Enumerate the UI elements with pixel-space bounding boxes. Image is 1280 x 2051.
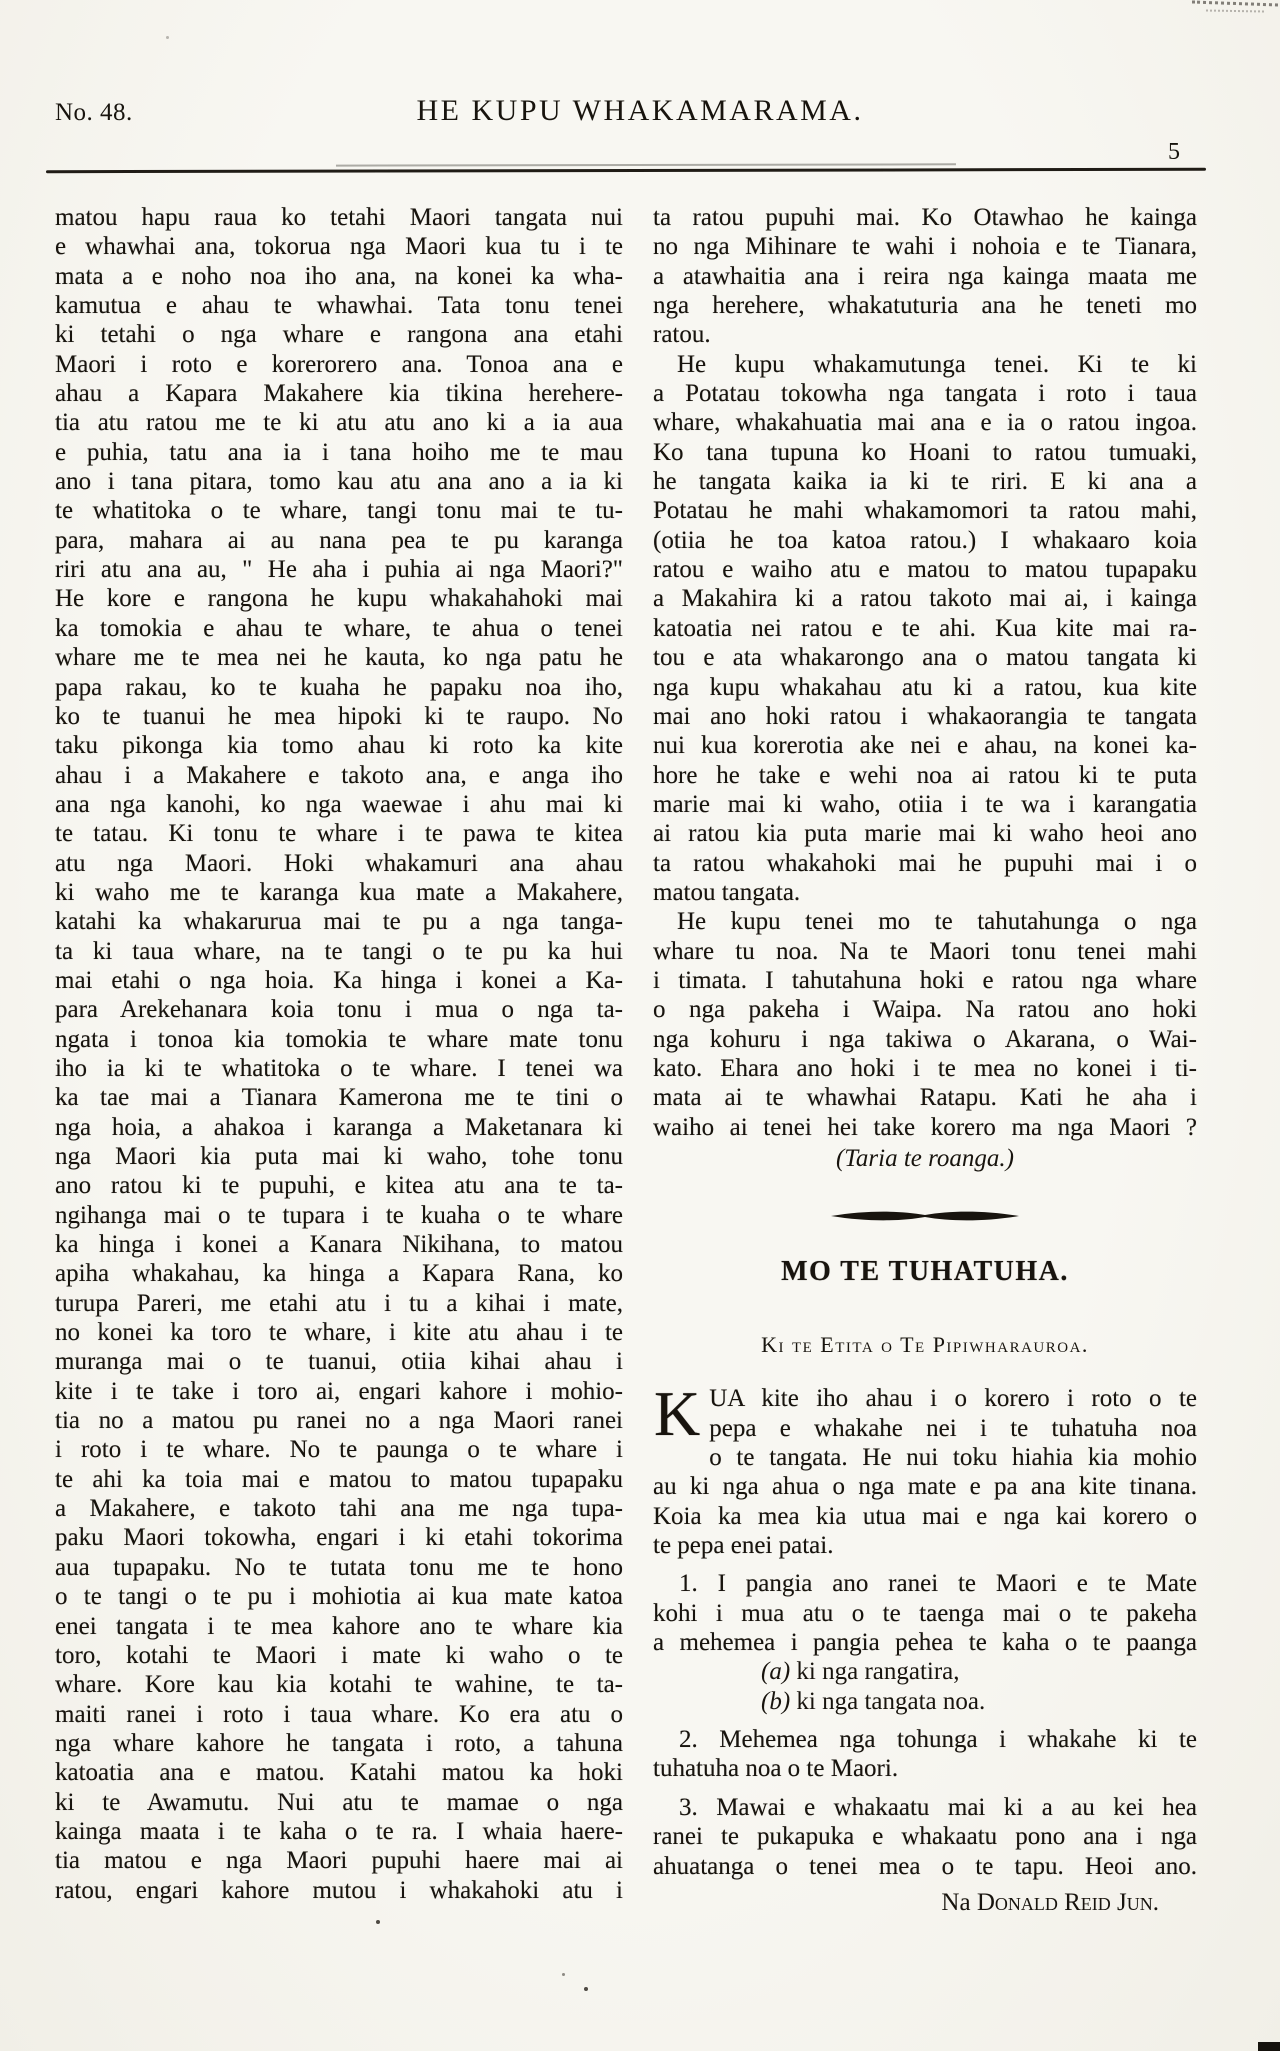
scan-smudge-top-right-2: [1206, 9, 1264, 12]
text-line: maiti ranei i roto i taua whare. Ko era atu o: [55, 1700, 623, 1728]
text-line: katoatia nei ratou e te ahi. Kua kite mai ra-: [653, 614, 1197, 642]
letter-salutation: Ki te Etita o Te Pipiwharauroa.: [761, 1332, 1089, 1358]
text-line: a Makahere, e takoto tahi ana me nga tupa-: [55, 1495, 623, 1523]
question-item: [653, 1725, 1197, 1784]
text-line: ki tetahi o nga whare e rangona ana etahi: [55, 321, 623, 349]
text-line: a Potatau tokowha nga tangata i roto i taua: [653, 380, 1197, 408]
text-line: e whawhai ana, tokorua nga Maori kua tu i te: [55, 233, 623, 261]
text-line: o te tangi o te pu i mohiotia ai kua mate katoa: [55, 1583, 623, 1611]
text-line: He kupu tenei mo te tahutahunga o nga: [677, 908, 1197, 936]
scan-speck: [376, 1920, 380, 1924]
paragraph: [653, 203, 1197, 350]
text-line: i roto i te whare. No te paunga o te whare i: [55, 1436, 623, 1464]
text-line: te pepa enei patai.: [653, 1532, 834, 1560]
text-line: o te tangata. He nui toku hiahia kia mohio: [709, 1444, 1197, 1472]
text-line: a Makahira ki a ratou takoto mai ai, i kainga: [653, 585, 1197, 613]
text-line: nga kupu whakahau atu ki a ratou, kua kite: [653, 673, 1197, 701]
text-line: hore he take e wehi noa ai ratou ki te puta: [653, 761, 1197, 789]
text-line: i timata. I tahutahuna hoki e ratou nga whare: [653, 966, 1197, 994]
text-line: tia no a matou pu ranei no a nga Maori ranei: [55, 1407, 623, 1435]
text-line: matou hapu raua ko tetahi Maori tangata nui: [55, 204, 623, 231]
text-line: whare me te mea nei he kauta, ko nga patu he: [55, 644, 623, 672]
text-line: ta ratou pupuhi mai. Ko Otawhao he kainga: [653, 204, 1197, 231]
text-line: toro, kotahi te Maori i mate ki waho o te: [55, 1641, 623, 1669]
section-heading: MO TE TUHATUHA.: [781, 1256, 1069, 1288]
text-line: no nga Mihinare te wahi i nohoia e te Tianara,: [653, 233, 1197, 261]
text-line: enei tangata i te mea kahore ano te whare kia: [55, 1612, 623, 1640]
text-line: te tatau. Ki tonu te whare i te pawa te kitea: [55, 820, 623, 848]
text-line: te ahi ka toia mai e matou to matou tupapaku: [55, 1465, 623, 1493]
sub-item-label: (b): [761, 1687, 791, 1715]
signature-prefix: Na: [941, 1888, 971, 1916]
text-line: katoatia ana e matou. Katahi matou ka hoki: [55, 1759, 623, 1787]
text-line: ngata i tonoa kia tomokia te whare mate tonu: [55, 1025, 623, 1053]
page-number: 5: [1168, 139, 1180, 165]
question-sub-item: (b) ki nga tangata noa.: [761, 1687, 986, 1715]
paragraph: [653, 907, 1197, 1142]
text-line: ratou.: [653, 321, 711, 349]
text-line: whare tu noa. Na te Maori tonu tenei mahi: [653, 937, 1197, 965]
text-line: aua tupapaku. No te tutata tonu me te hono: [55, 1553, 623, 1581]
text-line: Maori i roto e korerorero ana. Tonoa ana e: [55, 350, 623, 378]
left-column: [55, 203, 623, 1905]
issue-number: No. 48.: [55, 99, 133, 126]
text-line: tia atu ratou me te ki atu atu ano ki a ia aua: [55, 409, 623, 437]
header-rule: [46, 168, 1206, 173]
text-line: ki te Awamutu. Nui atu te mamae o nga: [55, 1788, 623, 1816]
scan-smudge-top-right: [1192, 1, 1278, 7]
text-line: apiha whakahau, ka hinga a Kapara Rana, ko: [55, 1260, 623, 1288]
text-line: kohi i mua atu o te taenga mai o te pakeha: [653, 1599, 1197, 1627]
right-column: [653, 203, 1197, 1917]
text-line: mata a e noho noa iho ana, na konei ka wha-: [55, 262, 623, 290]
text-line: ahau i a Makahere e takoto ana, e anga iho: [55, 761, 623, 789]
text-line: para Arekehanara koia tonu i mua o nga ta-: [55, 996, 623, 1024]
text-line: nga herehere, whakatuturia ana he teneti mo: [653, 292, 1197, 320]
text-line: tuhatuha noa o te Maori.: [653, 1755, 899, 1783]
text-line: ranei te pukapuka e whakaatu pono ana i nga: [653, 1823, 1197, 1851]
signature: [653, 1888, 1197, 1917]
text-line: katahi ka whakarurua mai te pu a nga tanga-: [55, 908, 623, 936]
text-line: nga whare kahore he tangata i roto, a tahuna: [55, 1729, 623, 1757]
text-line: waiho ai tenei hei take korero ma nga Maori ?: [653, 1113, 1197, 1141]
text-line: tia matou e nga Maori pupuhi haere mai ai: [55, 1847, 623, 1875]
text-line: nga hoia, a ahakoa i karanga a Maketanara ki: [55, 1113, 623, 1141]
text-line: nui kua korerotia ake nei e ahau, na konei ka-: [653, 732, 1197, 760]
text-line: nga Maori kia puta mai ki waho, tohe tonu: [55, 1143, 623, 1170]
text-line: ka tae mai a Tianara Kamerona me te tini o: [55, 1084, 623, 1112]
text-line: o nga pakeha i Waipa. Na ratou ano hoki: [653, 996, 1197, 1024]
text-line: kite i te take i toro ai, engari kahore i mohio-: [55, 1377, 623, 1405]
text-line: e puhia, tatu ana ia i tana hoiho me te mau: [55, 438, 623, 466]
section-divider-rule: [829, 1209, 1021, 1223]
letter-opening-lines: [653, 1378, 1197, 1560]
letter-opening: [653, 1378, 1197, 1560]
text-line: kainga maata i te kaha o te ra. I whaia haere-: [55, 1817, 623, 1845]
text-line: Koia ka mea kia utua mai e nga kai korero o: [653, 1502, 1197, 1530]
text-line: kamutua e ahau te whawhai. Tata tonu tenei: [55, 292, 623, 320]
text-line: riri atu ana au, " He aha i puhia ai nga Maori?": [55, 556, 623, 584]
right-column-paragraphs: [653, 203, 1197, 1142]
text-line: he tangata kaika ia ki te riri. E ki ana a: [653, 468, 1197, 496]
scan-speck: [584, 1987, 588, 1991]
text-line: ngihanga mai o te tupara i te kuaha o te whare: [55, 1201, 623, 1229]
text-line: He kore e rangona he kupu whakahahoki mai: [55, 585, 623, 613]
text-line: He kupu whakamutunga tenei. Ki te ki: [677, 350, 1197, 378]
text-line: (otiia he toa katoa ratou.) I whakaaro koia: [653, 526, 1197, 554]
text-line: Potatau he mahi whakamomori ta ratou mahi,: [653, 497, 1197, 525]
scan-mark-bottom-right: [1258, 2042, 1280, 2051]
text-line: kato. Ehara ano hoki i te mea no konei i ti-: [653, 1054, 1197, 1082]
text-line: papa rakau, ko te kuaha he papaku noa iho,: [55, 673, 623, 701]
text-line: 2. Mehemea nga tohunga i whakahe ki te: [679, 1726, 1197, 1754]
text-line: ko te tuanui he mea hipoki ki te raupo. No: [55, 702, 623, 730]
masthead-title: HE KUPU WHAKAMARAMA.: [416, 94, 864, 127]
text-line: whare. Kore kau kia kotahi te wahine, te ta-: [55, 1671, 623, 1699]
text-line: iho ia ki te whatitoka o te whare. I tenei wa: [55, 1054, 623, 1082]
text-line: ta ki taua whare, na te tangi o te pu ka hui: [55, 937, 623, 965]
text-line: nga kohuru i nga takiwa o Akarana, o Wai-: [653, 1025, 1197, 1053]
text-line: no konei ka toro te whare, i kite atu ahau i te: [55, 1319, 623, 1347]
text-line: ta ratou whakahoki mai he pupuhi mai i o: [653, 849, 1197, 877]
text-line: ki waho me te karanga kua mate a Makahere,: [55, 878, 623, 906]
text-line: para, mahara ai au nana pea te pu karanga: [55, 526, 623, 554]
text-line: ano ratou ki te pupuhi, e kitea atu ana te ta-: [55, 1172, 623, 1200]
text-line: mai ano hoki ratou i whakaorangia te tangata: [653, 702, 1197, 730]
question-item: [653, 1793, 1197, 1881]
text-line: ratou, engari kahore mutou i whakahoki atu i: [55, 1876, 623, 1904]
text-line: a atawhaitia ana i reira nga kainga maata me: [653, 262, 1197, 290]
text-line: turupa Pareri, me etahi atu i tu a kihai i mate,: [55, 1289, 623, 1317]
text-line: matou tangata.: [653, 878, 801, 906]
text-line: muranga mai o te tuanui, otiia kihai ahau i: [55, 1348, 623, 1376]
text-line: whare, whakahuatia mai ana e ia o ratou ingoa.: [653, 409, 1197, 437]
text-line: Ko tana tupuna ko Hoani to ratou tumuaki,: [653, 438, 1197, 466]
text-line: paku Maori tokowha, engari i ki etahi tokorima: [55, 1524, 623, 1552]
text-line: atu nga Maori. Hoki whakamuri ana ahau: [55, 849, 623, 877]
scan-speck: [166, 36, 169, 39]
text-line: au ki nga ahua o nga mate e pa ana kite tinana.: [653, 1473, 1197, 1501]
continuation-note: (Taria te roanga.): [835, 1145, 1015, 1172]
question-sub-item: (a) ki nga rangatira,: [761, 1658, 960, 1686]
text-line: UA kite iho ahau i o korero i roto o te: [709, 1385, 1197, 1413]
scan-speck: [562, 1973, 565, 1976]
text-line: pepa e whakahe nei i te tuhatuha noa: [709, 1414, 1197, 1442]
signature-name: Donald Reid Jun.: [976, 1888, 1159, 1916]
text-line: ratou e waiho atu e matou to matou tupapaku: [653, 556, 1197, 584]
text-line: taku pikonga kia tomo ahau ki roto ka kite: [55, 732, 623, 760]
text-line: marie mai ki waho, otiia i te wa i karangatia: [653, 790, 1197, 818]
text-line: mata ai te whawhai Ratapu. Kati he aha i: [653, 1084, 1197, 1112]
text-line: ana nga kanohi, ko nga waewae i ahu mai ki: [55, 790, 623, 818]
sub-item-label: (a): [761, 1658, 791, 1686]
drop-cap: K: [654, 1378, 701, 1450]
text-line: a mehemea i pangia pehea te kaha o te paanga: [653, 1629, 1197, 1657]
text-line: tou e ata whakarongo ana o matou tangata ki: [653, 644, 1197, 672]
text-line: 3. Mawai e whakaatu mai ki a au kei hea: [679, 1793, 1197, 1821]
text-line: ahuatanga o tenei mea o te tapu. Heoi ano.: [653, 1852, 1197, 1880]
text-line: te whatitoka o te whare, tangi tonu mai te tu-: [55, 497, 623, 525]
text-line: ano i tana pitara, tomo kau atu ana ano a ia ki: [55, 468, 623, 496]
paragraph: [653, 350, 1197, 908]
text-line: mai etahi o nga hoia. Ka hinga i konei a Ka-: [55, 966, 623, 994]
question-item: [653, 1569, 1197, 1716]
text-line: ka tomokia e ahau te whare, te ahua o tenei: [55, 614, 623, 642]
text-line: ka hinga i konei a Kanara Nikihana, to matou: [55, 1231, 623, 1259]
text-line: ai ratou kia puta marie mai ki waho heoi ano: [653, 820, 1197, 848]
text-line: ahau a Kapara Makahere kia tikina herehere-: [55, 380, 623, 408]
text-line: 1. I pangia ano ranei te Maori e te Mate: [679, 1570, 1197, 1598]
letter-questions: [653, 1569, 1197, 1880]
